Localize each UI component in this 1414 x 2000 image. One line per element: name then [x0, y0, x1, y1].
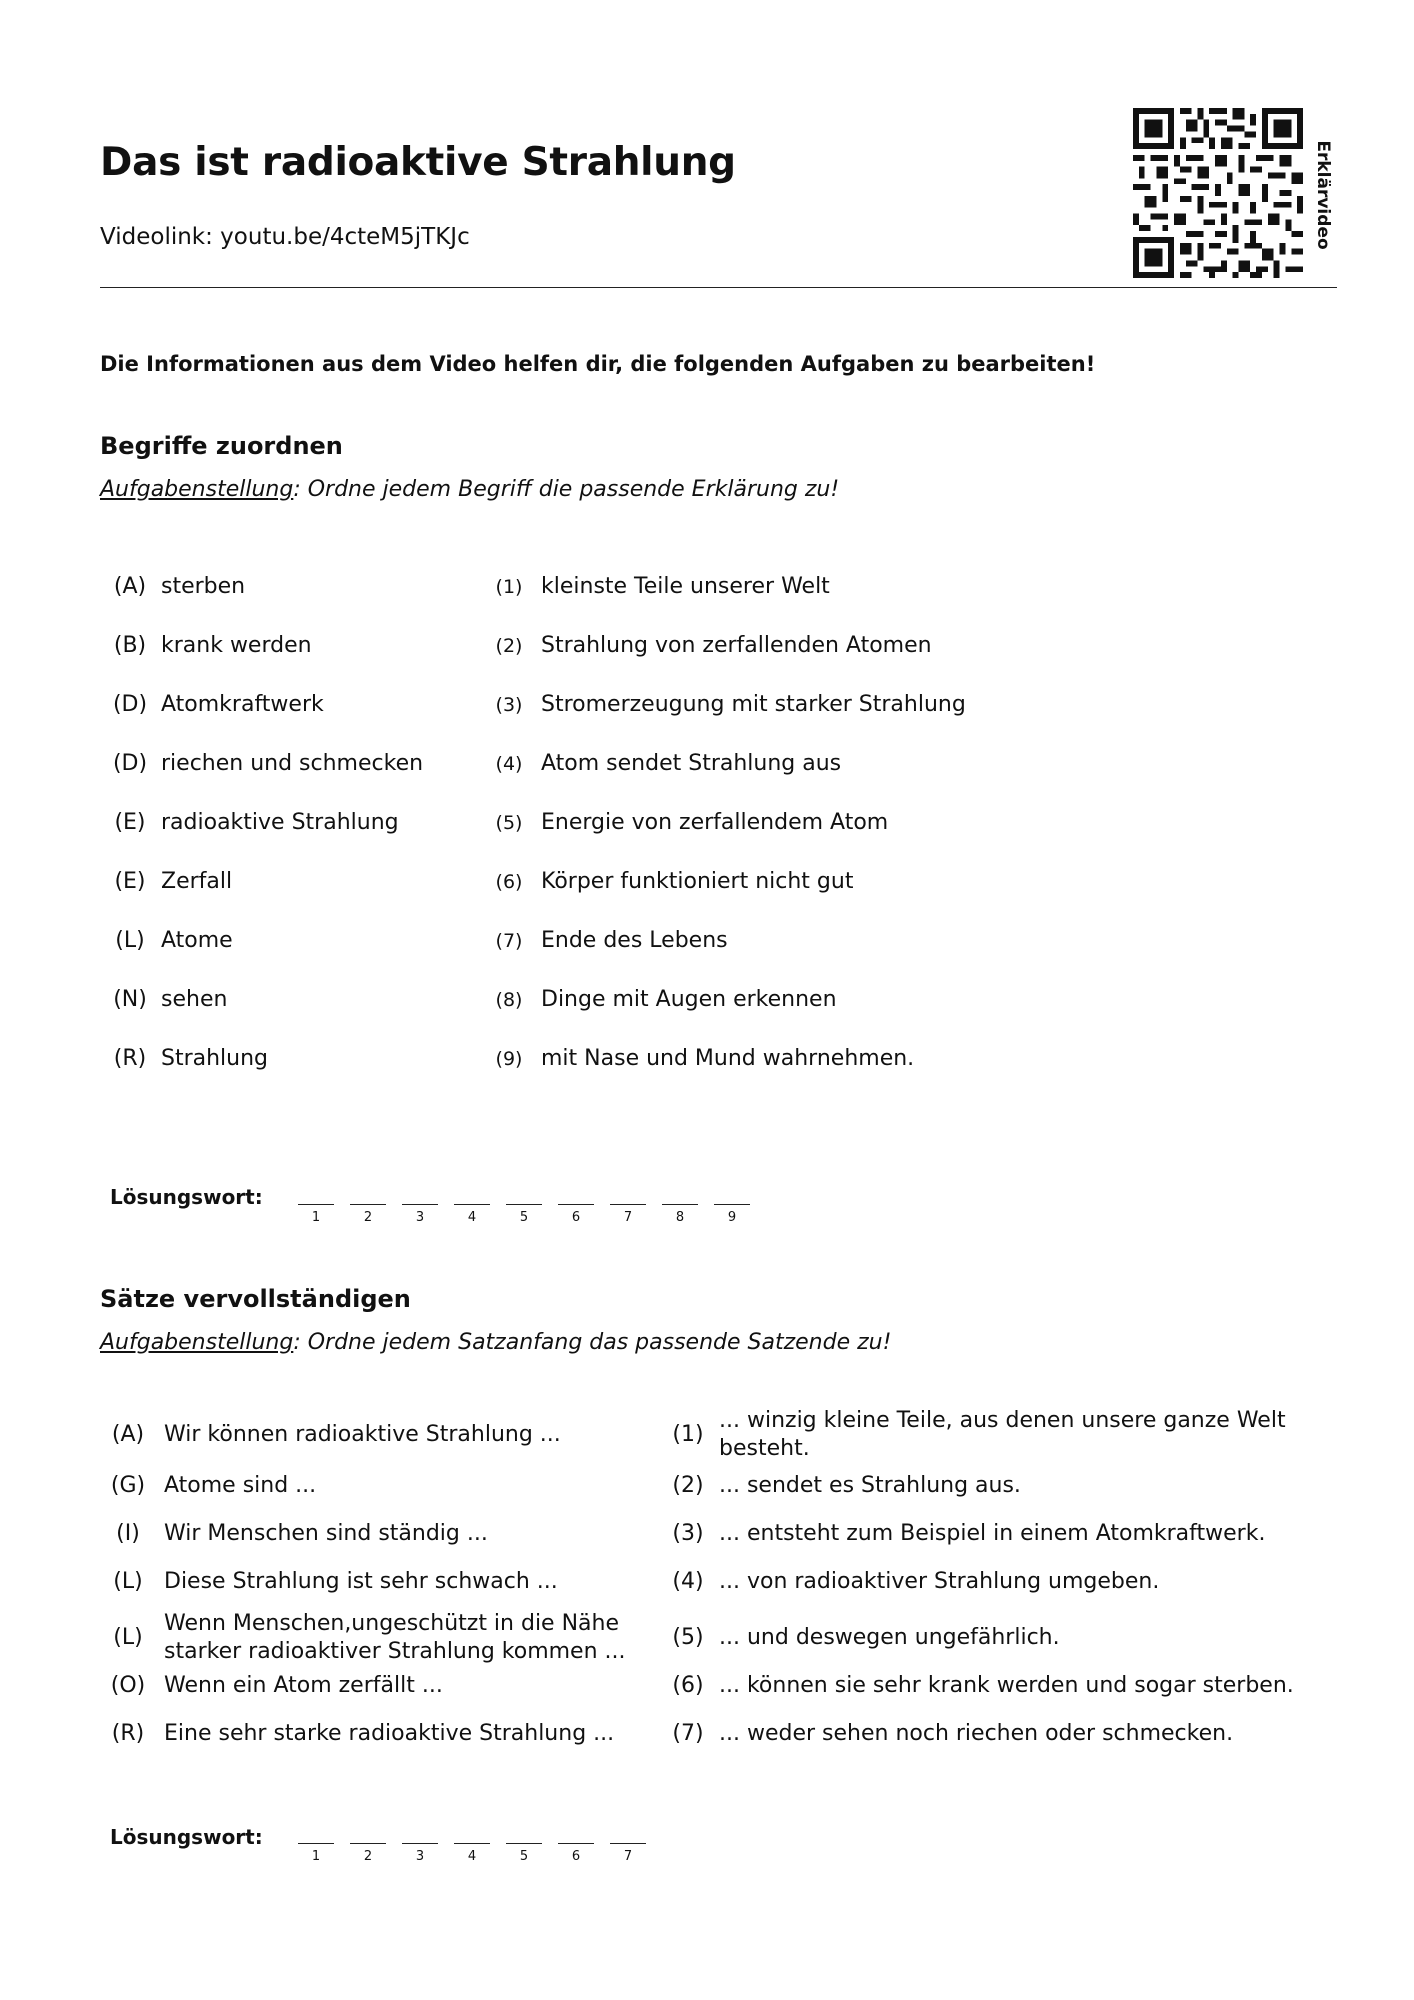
definition-number: (4) — [495, 753, 523, 775]
task-instruction-1 — [100, 477, 839, 502]
sentence-start: Atome sind ... — [164, 1473, 317, 1498]
solution-blank-number: 2 — [363, 1849, 373, 1864]
solution-label-1: Lösungswort: — [110, 1185, 263, 1209]
term-letter: (E) — [114, 869, 146, 894]
sentence-letter: (O) — [110, 1673, 146, 1698]
task-instruction-2 — [100, 1330, 891, 1355]
solution-blank[interactable] — [714, 1204, 750, 1205]
definition-number: (1) — [495, 576, 523, 598]
sentence-ending: ... weder sehen noch riechen oder schmecken. — [719, 1721, 1234, 1746]
solution-blank[interactable] — [610, 1204, 646, 1205]
term-text: sterben — [161, 574, 246, 599]
video-link[interactable]: Videolink: youtu.be/4cteM5jTKJc — [100, 224, 470, 250]
term-letter: (D) — [112, 751, 148, 776]
term-text: sehen — [161, 987, 228, 1012]
sentence-start: Wir können radioaktive Strahlung ... — [164, 1422, 561, 1447]
match-row — [0, 928, 1000, 960]
match-row — [0, 869, 1000, 901]
term-text: Atomkraftwerk — [161, 692, 324, 717]
term-letter: (N) — [113, 987, 147, 1012]
solution-blank[interactable] — [350, 1843, 386, 1844]
intro-text: Die Informationen aus dem Video helfen dir, die folgenden Aufgaben zu bearbeiten! — [100, 352, 1096, 376]
solution-blank-number: 1 — [311, 1849, 321, 1864]
definition-text: Dinge mit Augen erkennen — [541, 987, 837, 1012]
solution-blank-number: 7 — [623, 1210, 633, 1225]
solution-blank-number: 4 — [467, 1210, 477, 1225]
sentence-ending: ... sendet es Strahlung aus. — [719, 1473, 1021, 1498]
match-row — [0, 751, 1000, 783]
definition-number: (3) — [495, 694, 523, 716]
ending-number: (6) — [672, 1673, 704, 1698]
solution-blank-number: 5 — [519, 1849, 529, 1864]
solution-blank-number: 5 — [519, 1210, 529, 1225]
solution-blank-number: 8 — [675, 1210, 685, 1225]
solution-blank[interactable] — [454, 1204, 490, 1205]
ending-number: (7) — [672, 1721, 704, 1746]
sentence-ending: ... können sie sehr krank werden und sogar sterben. — [719, 1673, 1294, 1698]
term-text: radioaktive Strahlung — [161, 810, 399, 835]
solution-blank-number: 2 — [363, 1210, 373, 1225]
solution-blank-number: 3 — [415, 1210, 425, 1225]
solution-blank-number: 4 — [467, 1849, 477, 1864]
solution-blank[interactable] — [506, 1843, 542, 1844]
sentence-start: Diese Strahlung ist sehr schwach ... — [164, 1569, 558, 1594]
term-letter: (L) — [115, 928, 145, 953]
sentence-start: Wir Menschen sind ständig ... — [164, 1521, 488, 1546]
ending-number: (3) — [672, 1521, 704, 1546]
term-text: Strahlung — [161, 1046, 269, 1071]
qr-label-text: Erklärvideo — [1313, 140, 1333, 250]
definition-text: Stromerzeugung mit starker Strahlung — [541, 692, 966, 717]
qr-label — [1308, 140, 1338, 250]
solution-blank[interactable] — [350, 1204, 386, 1205]
task-text: : Ordne jedem Satzanfang das passende Satzende zu! — [293, 1330, 892, 1355]
sentence-ending: ... winzig kleine Teile, aus denen unsere ganze Welt besteht. — [719, 1408, 1286, 1461]
definition-text: kleinste Teile unserer Welt — [541, 574, 830, 599]
term-letter: (B) — [113, 633, 147, 658]
definition-text: Energie von zerfallendem Atom — [541, 810, 889, 835]
sentence-start: Eine sehr starke radioaktive Strahlung ... — [164, 1721, 615, 1746]
solution-blank[interactable] — [558, 1843, 594, 1844]
ending-number: (1) — [672, 1422, 704, 1447]
definition-text: Körper funktioniert nicht gut — [541, 869, 854, 894]
sentence-letter: (G) — [110, 1473, 146, 1498]
solution-blank-number: 1 — [311, 1210, 321, 1225]
solution-blank-number: 7 — [623, 1849, 633, 1864]
sentence-start: Wenn ein Atom zerfällt ... — [164, 1673, 443, 1698]
sentence-start: Wenn Menschen,ungeschützt in die Nähe starker radioaktiver Strahlung kommen ... — [164, 1611, 626, 1664]
definition-text: Strahlung von zerfallenden Atomen — [541, 633, 932, 658]
sentence-ending: ... entsteht zum Beispiel in einem Atomkraftwerk. — [719, 1521, 1266, 1546]
match-row — [0, 633, 1000, 665]
definition-number: (8) — [495, 989, 523, 1011]
term-letter: (A) — [113, 574, 147, 599]
term-letter: (R) — [113, 1046, 147, 1071]
solution-blank[interactable] — [298, 1843, 334, 1844]
match-row — [0, 574, 1000, 606]
section-title-saetze: Sätze vervollständigen — [100, 1285, 411, 1313]
sentence-ending: ... und deswegen ungefährlich. — [719, 1625, 1060, 1650]
ending-number: (2) — [672, 1473, 704, 1498]
term-letter: (D) — [112, 692, 148, 717]
solution-blank-number: 6 — [571, 1210, 581, 1225]
solution-blank[interactable] — [558, 1204, 594, 1205]
match-row — [0, 987, 1000, 1019]
qr-code-icon — [1133, 108, 1303, 278]
definition-number: (7) — [495, 930, 523, 952]
section-title-begriffe: Begriffe zuordnen — [100, 432, 343, 460]
solution-blank-number: 6 — [571, 1849, 581, 1864]
match-row — [0, 1046, 1000, 1078]
definition-number: (5) — [495, 812, 523, 834]
header-divider — [100, 287, 1337, 288]
sentence-letter: (L) — [113, 1625, 143, 1650]
definition-text: Ende des Lebens — [541, 928, 728, 953]
definition-text: mit Nase und Mund wahrnehmen. — [541, 1046, 915, 1071]
solution-blank[interactable] — [506, 1204, 542, 1205]
definition-number: (6) — [495, 871, 523, 893]
term-text: riechen und schmecken — [161, 751, 424, 776]
solution-blank[interactable] — [610, 1843, 646, 1844]
term-text: Atome — [161, 928, 233, 953]
match-row — [0, 810, 1000, 842]
solution-blank-number: 9 — [727, 1210, 737, 1225]
sentence-letter: (I) — [116, 1521, 140, 1546]
definition-number: (9) — [495, 1048, 523, 1070]
page-title: Das ist radioaktive Strahlung — [100, 140, 736, 185]
task-text: : Ordne jedem Begriff die passende Erklärung zu! — [293, 477, 840, 502]
solution-label-2: Lösungswort: — [110, 1825, 263, 1849]
solution-blank[interactable] — [402, 1843, 438, 1844]
sentence-letter: (R) — [111, 1721, 145, 1746]
solution-blank[interactable] — [298, 1204, 334, 1205]
match-row — [0, 692, 1000, 724]
task-prefix: Aufgabenstellung — [100, 477, 294, 502]
task-prefix: Aufgabenstellung — [100, 1330, 294, 1355]
solution-blank[interactable] — [662, 1204, 698, 1205]
definition-text: Atom sendet Strahlung aus — [541, 751, 842, 776]
sentence-ending: ... von radioaktiver Strahlung umgeben. — [719, 1569, 1160, 1594]
solution-blank[interactable] — [454, 1843, 490, 1844]
sentence-letter: (L) — [113, 1569, 143, 1594]
term-letter: (E) — [114, 810, 146, 835]
ending-number: (4) — [672, 1569, 704, 1594]
ending-number: (5) — [672, 1625, 704, 1650]
definition-number: (2) — [495, 635, 523, 657]
term-text: krank werden — [161, 633, 312, 658]
solution-blank[interactable] — [402, 1204, 438, 1205]
solution-blank-number: 3 — [415, 1849, 425, 1864]
sentence-letter: (A) — [111, 1422, 145, 1447]
term-text: Zerfall — [161, 869, 233, 894]
